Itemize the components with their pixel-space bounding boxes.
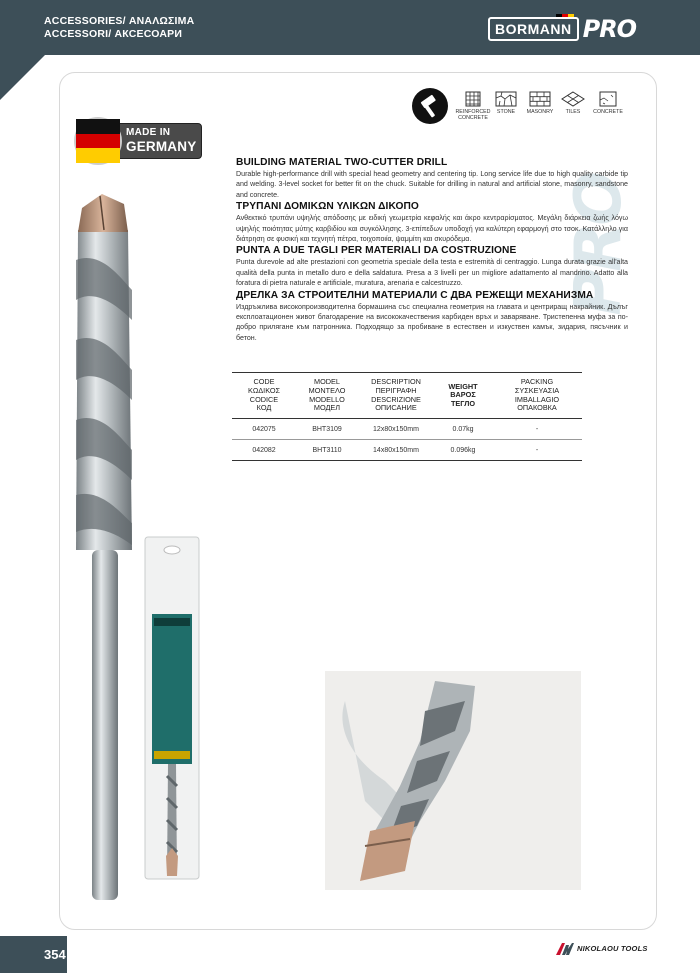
title-en: BUILDING MATERIAL TWO-CUTTER DRILL — [236, 157, 448, 168]
header-code: CODE ΚΩΔΙΚΟΣ CODICE КОД — [232, 373, 296, 419]
material-masonry: MASONRY — [518, 91, 562, 115]
brand-name: BORMANN — [495, 21, 572, 37]
cell-model: BHT3109 — [296, 419, 358, 440]
table-header-row — [232, 373, 582, 419]
body-bg: Издръжлива високопроизводителна бормашина със специална геометрия на главата и центриращ накрайник. Дълъг експлоатационен живот благодарение на висококачествения карбиден връх и заваряване. Тристепенна муфа за по-добро прилягане към патронника. Подходящо за пробиване в естествен и изкуствен камък, зидария, пясъчник и бетон. — [236, 302, 628, 342]
page-number: 354 — [44, 947, 66, 962]
category-line-1: ACCESSORIES/ ΑΝΑΛΩΣΙΜΑ — [44, 15, 195, 27]
tiles-icon — [561, 91, 585, 107]
title-it: PUNTA A DUE TAGLI PER MATERIALI DA COSTRUZIONE — [236, 245, 517, 257]
header-weight: WEIGHT ΒΑΡΟΣ ТЕГЛО — [434, 373, 492, 419]
table-row — [232, 419, 582, 440]
material-tiles: TILES — [551, 91, 595, 115]
body-en: Durable high-performance drill with special head geometry and centering tip. Long service life due to high quality carbide tip and welding. 3-level socket for better fit on the chuck. Suitable for drilling in natural and artificial stone, masonry, sandstone and concrete. — [236, 170, 628, 199]
brand-name-box — [488, 17, 579, 41]
badge-line-1: MADE IN — [126, 127, 171, 138]
distributor-name: NIKOLAOU TOOLS — [577, 943, 648, 953]
stone-icon — [495, 91, 517, 107]
cell-weight: 0.07kg — [434, 419, 492, 440]
nikolaou-logo-icon — [556, 942, 574, 954]
badge-line-2: GERMANY — [126, 139, 197, 154]
title-el: ΤΡΥΠΑΝΙ ΔΟΜΙΚΩΝ ΥΛΙΚΩΝ ΔΙΚΟΠΟ — [236, 201, 419, 213]
header-bar — [0, 0, 700, 55]
spec-table — [232, 372, 582, 461]
material-stone: STONE — [484, 91, 528, 115]
body-el: Ανθεκτικό τρυπάνι υψηλής απόδοσης με ειδική γεωμετρία κεφαλής και άκρο κεντραρίσματος. Μεγάλη διάρκεια ζωής λόγω υψηλής ποιότητας μύτης καρβιδίου και συγκόλλησης. 3-επίπεδων υποδοχή για καλύτερη εφαρμογή στο τσοκ. Κατάλληλο για διάτρηση σε φυσική και τεχνητή πέτρα, τοιχοποιία, ψαμμίτη και σκυρόδεμα. — [236, 214, 628, 244]
title-bg: ДРЕЛКА ЗА СТРОИТЕЛНИ МАТЕРИАЛИ С ДВА РЕЖЕЩИ МЕХАНИЗМА — [236, 289, 594, 301]
cell-model: BHT3110 — [296, 440, 358, 461]
category-title — [44, 15, 194, 41]
description-block — [236, 157, 628, 344]
germany-flag-icon — [74, 117, 122, 165]
page-number-tab — [0, 936, 67, 973]
cell-description: 14x80x150mm — [358, 440, 434, 461]
material-concrete: CONCRETE — [586, 91, 630, 115]
cell-description: 12x80x150mm — [358, 419, 434, 440]
brand-suffix: PRO — [582, 15, 637, 43]
cell-packing: - — [492, 419, 582, 440]
category-line-2: ACCESSORI/ АКСЕСОАРИ — [44, 28, 183, 40]
packaged-drill-image — [144, 536, 200, 880]
brand-logo — [488, 16, 636, 42]
header-model: MODEL ΜΟΝΤΕΛΟ MODELLO МОДЕЛ — [296, 373, 358, 419]
reinforced-concrete-icon — [465, 91, 481, 107]
brand-flag-icon — [556, 14, 574, 17]
distributor-logo — [556, 942, 648, 954]
hammer-icon — [412, 88, 448, 124]
pro-watermark: PRO — [561, 174, 636, 316]
concrete-icon — [599, 91, 617, 107]
header-packing: PACKING ΣΥΣΚΕΥΑΣΙΑ IMBALLAGIO ОПАКОВКА — [492, 373, 582, 419]
cell-packing: - — [492, 440, 582, 461]
cell-code: 042075 — [232, 419, 296, 440]
body-it: Punta durevole ad alte prestazioni con geometria speciale della testa e estremità di centraggio. Lunga durata grazie all'alta qualità della punta in metallo duro e della saldatura. Presa a 3 livelli per un migliore adattamento al mandrino. Adatto alla foratura di pietra naturale e artificiale, muratura, arenaria e calcestruzzo. — [236, 258, 628, 288]
cell-weight: 0.096kg — [434, 440, 492, 461]
header-corner — [0, 55, 45, 100]
table-row — [232, 440, 582, 461]
made-in-germany-badge — [74, 117, 204, 165]
drill-tip-closeup-photo — [325, 671, 581, 890]
drill-bit-image — [62, 190, 144, 902]
material-reinforced-concrete: REINFORCED CONCRETE — [451, 91, 495, 121]
header-description: DESCRIPTION ΠΕΡΙΓΡΑΦΗ DESCRIZIONE ОПИСАНИЕ — [358, 373, 434, 419]
cell-code: 042082 — [232, 440, 296, 461]
masonry-icon — [529, 91, 551, 107]
